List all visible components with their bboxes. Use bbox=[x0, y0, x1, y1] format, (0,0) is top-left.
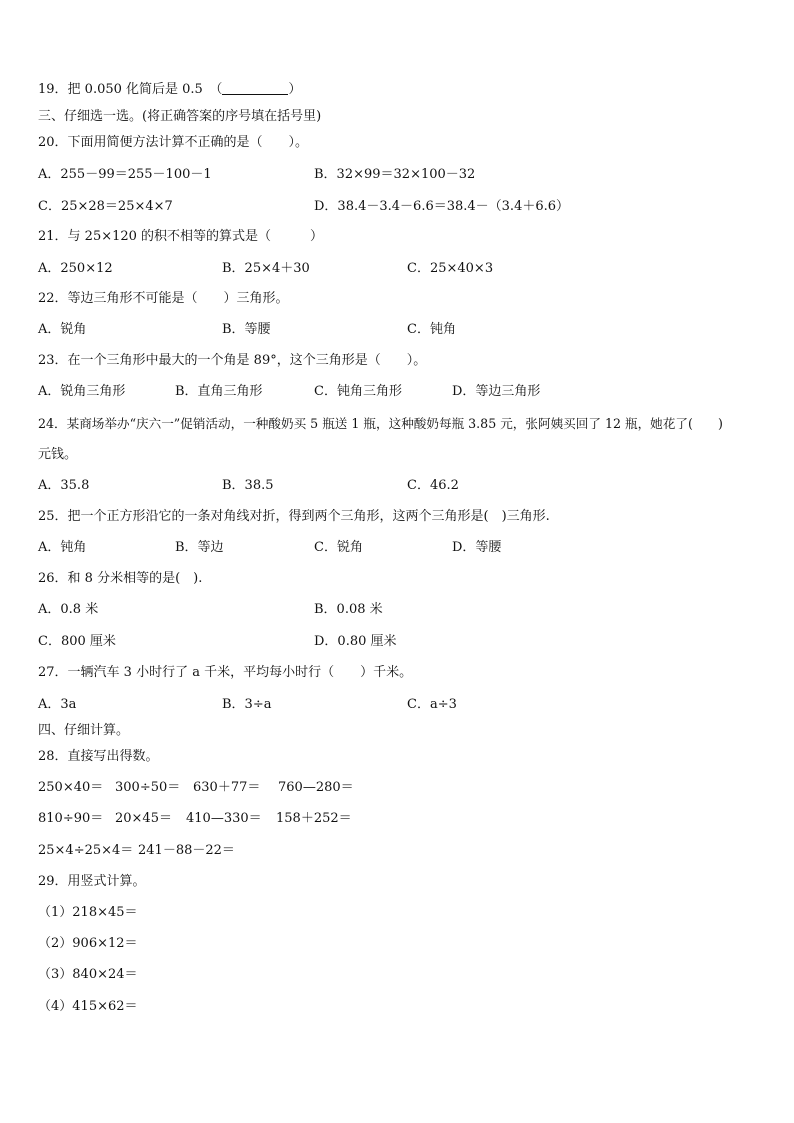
question-24-option-a[interactable]: A．35.8 bbox=[38, 478, 90, 493]
question-22-option-b[interactable]: B．等腰 bbox=[222, 322, 271, 337]
question-20-option-d[interactable]: D．38.4－3.4－6.6＝38.4－（3.4＋6.6） bbox=[314, 199, 570, 214]
question-27-stem: 27．一辆汽车 3 小时行了 a 千米，平均每小时行（ ）千米。 bbox=[38, 665, 413, 680]
question-25-option-c[interactable]: C．锐角 bbox=[314, 540, 363, 555]
answer-blank[interactable] bbox=[222, 82, 288, 95]
question-21-option-a[interactable]: A．250×12 bbox=[38, 261, 113, 276]
question-29-stem: 29．用竖式计算。 bbox=[38, 874, 146, 889]
section-3-heading: 三、仔细选一选。(将正确答案的序号填在括号里) bbox=[38, 109, 322, 124]
question-21-option-c[interactable]: C．25×40×3 bbox=[407, 261, 494, 276]
question-26-option-a[interactable]: A．0.8 米 bbox=[38, 602, 99, 617]
question-27-option-c[interactable]: C．a÷3 bbox=[407, 697, 457, 712]
question-24-stem-line1: 24．某商场举办“庆六一”促销活动，一种酸奶买 5 瓶送 1 瓶，这种酸奶每瓶 3.85 元，张阿姨买回了 12 瓶，她花了( ) bbox=[38, 416, 723, 431]
calc-item[interactable]: 630＋77＝ bbox=[193, 780, 261, 795]
calc-item[interactable]: 410—330＝ bbox=[186, 811, 262, 826]
calc-item[interactable]: 20×45＝ bbox=[115, 811, 172, 826]
vertical-calc-item[interactable]: （3）840×24＝ bbox=[38, 967, 138, 982]
calc-item[interactable]: 760—280＝ bbox=[278, 780, 354, 795]
question-26-option-b[interactable]: B．0.08 米 bbox=[314, 602, 383, 617]
question-22-stem: 22．等边三角形不可能是（ ）三角形。 bbox=[38, 291, 289, 306]
question-26-stem: 26．和 8 分米相等的是( ). bbox=[38, 571, 203, 586]
vertical-calc-item[interactable]: （2）906×12＝ bbox=[38, 936, 138, 951]
question-22-option-c[interactable]: C．钝角 bbox=[407, 322, 456, 337]
question-25-stem: 25．把一个正方形沿它的一条对角线对折，得到两个三角形，这两个三角形是( )三角形. bbox=[38, 509, 550, 524]
question-23-stem: 23．在一个三角形中最大的一个角是 89°，这个三角形是（ ）。 bbox=[38, 353, 427, 368]
question-27-option-b[interactable]: B．3÷a bbox=[222, 697, 272, 712]
question-19 bbox=[38, 82, 301, 98]
question-20-option-b[interactable]: B．32×99＝32×100－32 bbox=[314, 167, 476, 182]
calc-item[interactable]: 300÷50＝ bbox=[115, 780, 181, 795]
question-23-option-b[interactable]: B．直角三角形 bbox=[175, 384, 263, 399]
vertical-calc-item[interactable]: （1）218×45＝ bbox=[38, 905, 138, 920]
question-24-option-c[interactable]: C．46.2 bbox=[407, 478, 459, 493]
question-23-option-a[interactable]: A．锐角三角形 bbox=[38, 384, 126, 399]
calc-item[interactable]: 158＋252＝ bbox=[276, 811, 352, 826]
calc-item[interactable]: 241－88－22＝ bbox=[138, 843, 235, 858]
question-22-option-a[interactable]: A．锐角 bbox=[38, 322, 87, 337]
question-23-option-c[interactable]: C．钝角三角形 bbox=[314, 384, 402, 399]
calc-item[interactable]: 250×40＝ bbox=[38, 780, 104, 795]
question-27-option-a[interactable]: A．3a bbox=[38, 697, 77, 712]
question-25-option-a[interactable]: A．钝角 bbox=[38, 540, 87, 555]
question-24-stem-line2: 元钱。 bbox=[38, 447, 78, 462]
question-26-option-c[interactable]: C．800 厘米 bbox=[38, 634, 116, 649]
calc-item[interactable]: 25×4÷25×4＝ bbox=[38, 843, 134, 858]
calc-item[interactable]: 810÷90＝ bbox=[38, 811, 104, 826]
question-19-close: ） bbox=[288, 82, 302, 97]
vertical-calc-item[interactable]: （4）415×62＝ bbox=[38, 999, 138, 1014]
question-23-option-d[interactable]: D．等边三角形 bbox=[452, 384, 541, 399]
section-4-heading: 四、仔细计算。 bbox=[38, 723, 130, 738]
question-24-option-b[interactable]: B．38.5 bbox=[222, 478, 274, 493]
question-25-option-b[interactable]: B．等边 bbox=[175, 540, 224, 555]
question-25-option-d[interactable]: D．等腰 bbox=[452, 540, 502, 555]
question-19-text: 19．把 0.050 化简后是 0.5 （ bbox=[38, 82, 223, 97]
question-20-option-a[interactable]: A．255－99＝255－100－1 bbox=[38, 167, 212, 182]
question-21-stem: 21．与 25×120 的积不相等的算式是（ ） bbox=[38, 229, 324, 244]
question-20-stem: 20．下面用简便方法计算不正确的是（ ）。 bbox=[38, 135, 309, 150]
question-21-option-b[interactable]: B．25×4＋30 bbox=[222, 261, 310, 276]
question-28-stem: 28．直接写出得数。 bbox=[38, 749, 159, 764]
question-20-option-c[interactable]: C．25×28＝25×4×7 bbox=[38, 199, 173, 214]
question-26-option-d[interactable]: D．0.80 厘米 bbox=[314, 634, 397, 649]
